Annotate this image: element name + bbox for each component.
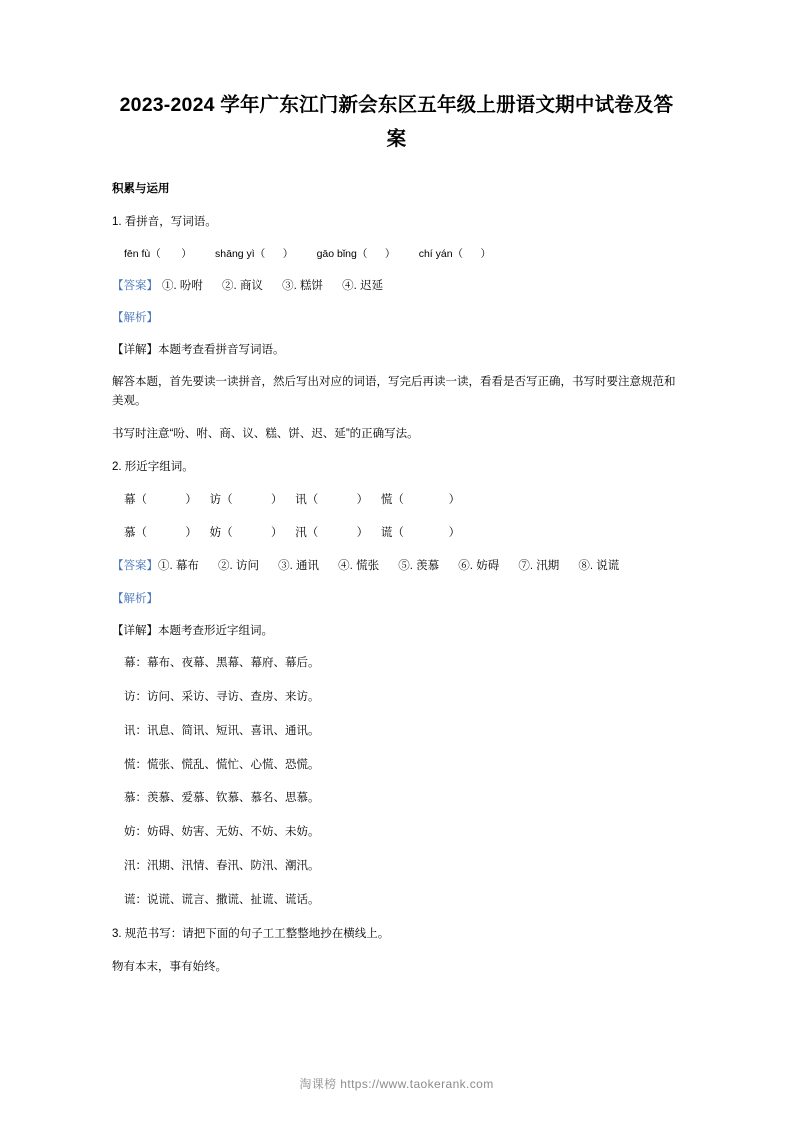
explain-label: 【解析】 (112, 592, 158, 605)
question-1-detail-row (112, 341, 681, 360)
question-2-explain-label-row (112, 590, 681, 609)
question-1-explain-label-row (112, 309, 681, 328)
question-2-prompt: 2. 形近字组词。 (112, 461, 194, 474)
answer-label: 【答案】 (112, 560, 158, 573)
question-3-prompt: 3. 规范书写：请把下面的句子工工整整地抄在横线上。 (112, 928, 390, 941)
answer-text: ①. 吩咐 ②. 商议 ③. 糕饼 ④. 迟延 (162, 280, 384, 293)
question-1-prompt: 1. 看拼音，写词语。 (112, 215, 217, 228)
question-2-row-1: 幕（ ） 访（ ） 讯（ ） 慌（ ） (124, 494, 461, 507)
detail-label: 【详解】 (112, 344, 158, 357)
question-1-explanation-paragraph-1: 解答本题，首先要读一读拼音，然后写出对应的词语，写完后再读一读，看看是否写正确，书写时要注意规范和美观。 (112, 376, 676, 408)
page-title: 2023-2024 学年广东江门新会东区五年级上册语文期中试卷及答案 (119, 94, 674, 151)
question-2-list-item: 慕：羡慕、爱慕、钦慕、慕名、思慕。 (124, 792, 320, 805)
question-2-list-item: 访：访问、采访、寻访、查房、来访。 (124, 690, 320, 703)
question-1-pinyin-row: fēn fù（ ） shāng yì（ ） gāo bǐng（ ） chí yán（ ） (124, 247, 492, 260)
answer-text: ①. 幕布 ②. 访问 ③. 通讯 ④. 慌张 ⑤. 羡慕 ⑥. 妨碍 ⑦. 汛期 ⑧. 说谎 (158, 560, 620, 573)
question-2-list-item: 幕：幕布、夜幕、黑幕、幕府、幕后。 (124, 656, 320, 669)
explain-label: 【解析】 (112, 312, 158, 325)
section-heading: 积累与运用 (112, 183, 170, 196)
detail-text: 本题考查看拼音写词语。 (158, 344, 285, 357)
detail-label: 【详解】 (112, 624, 158, 637)
question-1-answer (112, 277, 681, 296)
detail-text: 本题考查形近字组词。 (158, 624, 273, 637)
question-2-list-item: 妨：妨碍、妨害、无妨、不妨、未妨。 (124, 826, 320, 839)
question-2-list-item: 谎：说谎、谎言、撒谎、扯谎、谎话。 (124, 894, 320, 907)
question-1-explanation-paragraph-2: 书写时注意“吩、咐、商、议、糕、饼、迟、延”的正确写法。 (112, 428, 419, 441)
question-2-list-item: 汛：汛期、汛情、春汛、防汛、潮汛。 (124, 860, 320, 873)
question-2-answer (112, 557, 681, 577)
question-2-detail-row (112, 622, 681, 641)
answer-label: 【答案】 (112, 280, 158, 293)
question-2-list-item: 讯：讯息、简讯、短讯、喜讯、通讯。 (124, 724, 320, 737)
footer-watermark: 淘课榜 https://www.taokerank.com (299, 1077, 494, 1091)
question-3-sentence: 物有本末，事有始终。 (112, 961, 227, 974)
question-2-row-2: 慕（ ） 妨（ ） 汛（ ） 谎（ ） (124, 527, 461, 540)
question-2-list-item: 慌：慌张、慌乱、慌忙、心慌、恐慌。 (124, 758, 320, 771)
